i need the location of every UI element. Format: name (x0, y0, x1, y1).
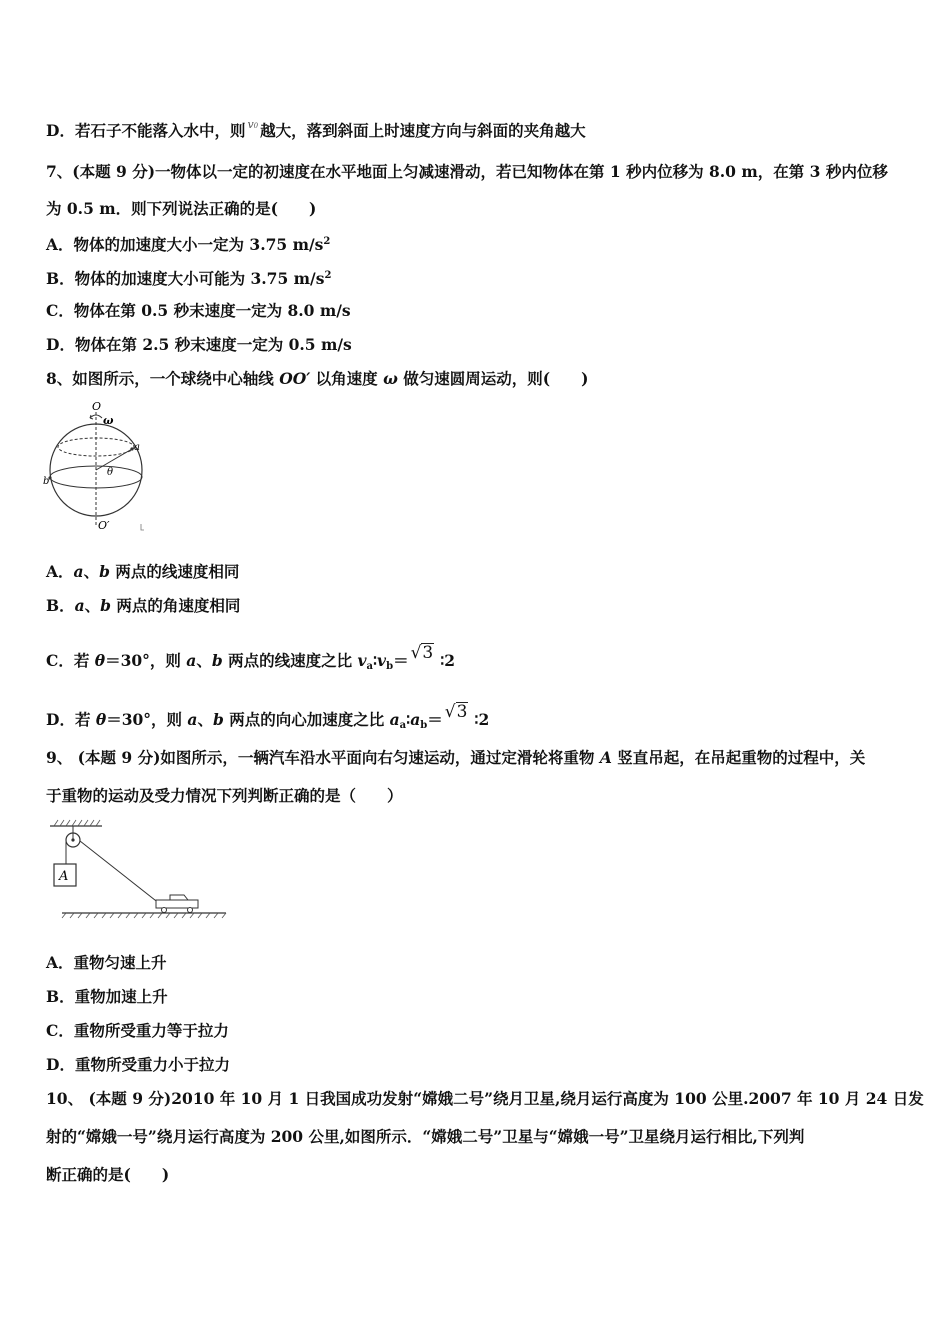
q6-option-d[interactable] (46, 115, 586, 141)
q9-option-c[interactable]: C．重物所受重力等于拉力 (46, 1021, 229, 1040)
label-o: O (92, 400, 102, 413)
label-o-prime: O′ (98, 519, 110, 532)
q6-option-d-suffix: 越大，落到斜面上时速度方向与斜面的夹角越大 (260, 121, 586, 140)
q9-stem-line2: 于重物的运动及受力情况下列判断正确的是（ ） (46, 786, 403, 805)
q7-option-b[interactable]: B．物体的加速度大小可能为 3.75 $m/s^2$ (46, 269, 332, 288)
q8-option-a[interactable]: A．a、b 两点的线速度相同 (46, 562, 240, 581)
label-b: b (43, 476, 50, 487)
label-omega: ω (103, 414, 114, 427)
q10-stem-line2: 射的“嫦娥一号”绕月运行高度为 200 公里,如图所示．“嫦娥二号”卫星与“嫦娥一号”卫星绕月运行相比,下列判 (46, 1127, 805, 1146)
q7-option-d[interactable]: D．物体在第 2.5 秒末速度一定为 0.5 m/s (46, 335, 352, 354)
label-theta: θ (107, 467, 114, 478)
pulley-figure (44, 816, 230, 920)
sqrt3-c: √3 (410, 643, 434, 663)
q6-option-d-prefix: D．若石子不能落入水中，则 (46, 121, 246, 140)
q7-stem-line2: 为 0.5 m．则下列说法正确的是( ) (46, 199, 317, 218)
q7-stem-line1: 7、(本题 9 分)一物体以一定的初速度在水平地面上匀减速滑动，若已知物体在第 1 秒内位移为 8.0 m，在第 3 秒内位移 (46, 162, 888, 181)
q7-option-c[interactable]: C．物体在第 0.5 秒末速度一定为 8.0 m/s (46, 301, 351, 320)
q8-stem: 8、如图所示，一个球绕中心轴线 OO′ 以角速度 ω 做匀速圆周运动，则( ) (46, 369, 589, 388)
sphere-figure (40, 398, 152, 538)
sqrt3-d: √3 (444, 702, 468, 722)
q8-option-c[interactable]: C．若 θ＝30°，则 a、b 两点的线速度之比 $v_a∶v_b= √3$ ∶2 (46, 643, 456, 672)
q9-option-b[interactable]: B．重物加速上升 (46, 987, 168, 1006)
q8-option-d[interactable]: D．若 θ＝30°，则 a、b 两点的向心加速度之比 $a_a∶a_b= √3$ ∶2 (46, 702, 490, 731)
v0-symbol: v0 (247, 118, 259, 131)
q7-option-a[interactable]: A．物体的加速度大小一定为 3.75 $m/s^2$ (46, 235, 331, 254)
q10-stem-line1: 10、 (本题 9 分)2010 年 10 月 1 日我国成功发射“嫦娥二号”绕月卫星,绕月运行高度为 100 公里.2007 年 10 月 24 日发 (46, 1089, 924, 1108)
q9-stem-line1: 9、 (本题 9 分)如图所示，一辆汽车沿水平面向右匀速运动，通过定滑轮将重物 A 竖直吊起，在吊起重物的过程中，关 (46, 748, 866, 767)
q9-option-a[interactable]: A．重物匀速上升 (46, 953, 167, 972)
label-a: a (134, 442, 140, 453)
q10-stem-line3: 断正确的是( ) (46, 1165, 170, 1184)
label-block-a: A (59, 869, 69, 884)
q8-option-b[interactable]: B．a、b 两点的角速度相同 (46, 596, 241, 615)
q9-option-d[interactable]: D．重物所受重力小于拉力 (46, 1055, 230, 1074)
